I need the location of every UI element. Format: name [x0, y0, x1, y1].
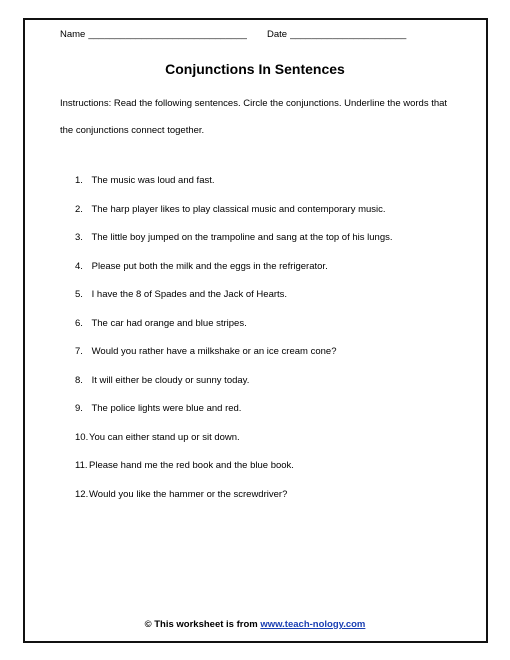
sentence-text: I have the 8 of Spades and the Jack of Hearts.	[91, 289, 288, 300]
sentence-text: Please hand me the red book and the blue book.	[89, 460, 294, 471]
instructions: Instructions: Read the following sentences. Circle the conjunctions. Underline the words that the conjunctions connect together.	[60, 98, 448, 136]
sentence-number: 9.	[75, 403, 83, 414]
footer-credit	[0, 619, 510, 630]
sentence-text: You can either stand up or sit down.	[89, 431, 240, 443]
sentence-number: 3.	[75, 232, 83, 243]
footer-prefix: © This worksheet is from	[144, 619, 261, 630]
sentence-number: 11.	[75, 460, 88, 471]
sentence-item	[75, 313, 393, 342]
sentence-number: 6.	[75, 317, 83, 329]
sentence-text: The harp player likes to play classical music and contemporary music.	[91, 203, 386, 215]
date-label: Date	[267, 29, 288, 40]
sentence-text: The little boy jumped on the trampoline and sang at the top of his lungs.	[91, 232, 393, 243]
sentence-item	[75, 398, 393, 427]
date-blank: ______________________	[290, 29, 407, 40]
sentence-item	[75, 170, 393, 199]
sentence-item	[75, 199, 393, 228]
sentence-number: 7.	[75, 346, 83, 357]
sentence-number: 8.	[75, 374, 83, 386]
sentence-number: 1.	[75, 175, 83, 186]
sentence-item	[75, 227, 393, 256]
sentence-number: 5.	[75, 289, 83, 300]
header-line	[60, 29, 407, 40]
sentence-item	[75, 256, 393, 285]
sentence-text: Please put both the milk and the eggs in the refrigerator.	[91, 260, 328, 272]
sentence-item	[75, 484, 393, 513]
sentence-text: The music was loud and fast.	[91, 175, 215, 186]
sentence-item	[75, 341, 393, 370]
worksheet-title: Conjunctions In Sentences	[165, 61, 345, 77]
sentence-text: It will either be cloudy or sunny today.	[91, 374, 250, 386]
sentence-number: 12.	[75, 488, 89, 500]
sentence-text: The police lights were blue and red.	[91, 403, 242, 414]
sentence-item	[75, 370, 393, 399]
sentence-number: 10.	[75, 431, 89, 443]
sentence-text: The car had orange and blue stripes.	[91, 317, 247, 329]
sentence-text: Would you rather have a milkshake or an ice cream cone?	[91, 346, 337, 357]
date-group	[267, 29, 406, 40]
sentence-item	[75, 427, 393, 456]
sentence-number: 4.	[75, 260, 83, 272]
sentence-number: 2.	[75, 203, 83, 215]
sentence-list	[75, 170, 393, 512]
footer-link[interactable]: www.teach-nology.com	[260, 619, 366, 630]
sentence-text: Would you like the hammer or the screwdriver?	[89, 488, 288, 500]
name-blank: ______________________________	[88, 29, 247, 40]
sentence-item	[75, 284, 393, 313]
sentence-item	[75, 455, 393, 484]
name-label: Name	[60, 29, 86, 40]
